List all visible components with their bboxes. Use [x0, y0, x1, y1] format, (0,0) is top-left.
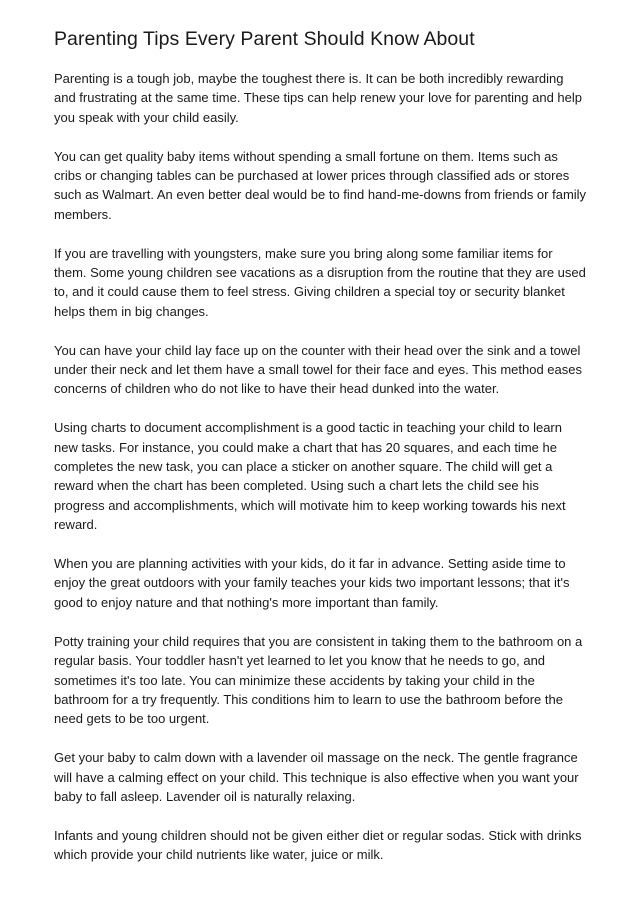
paragraph-charts: Using charts to document accomplishment is a good tactic in teaching your child to learn new tasks. For instance, you could make a chart that has 20 squares, and each time he completes the new task, you can place a sticker on another square. The child will get a reward when the chart has been completed. Using such a chart lets the child see his progress and accomplishments, which will motivate him to keep working towards his next reward. [54, 420, 566, 533]
paragraph-travelling: If you are travelling with youngsters, make sure you bring along some familiar items for them. Some young children see vacations as a disruption from the routine that they are used to, and it could cause them to feel stress. Giving children a special toy or security blanket helps them in big changes. [54, 245, 586, 319]
paragraph-hair-washing: You can have your child lay face up on the counter with their head over the sink and a towel under their neck and let them have a small towel for their face and eyes. This method eases concerns of children who do not like to have their head dunked into the water. [54, 342, 582, 397]
paragraph-intro: Parenting is a tough job, maybe the toughest there is. It can be both incredibly rewarding and frustrating at the same time. These tips can help renew your love for parenting and help you speak with your child easily. [54, 71, 583, 125]
paragraph-baby-items: You can get quality baby items without spending a small fortune on them. Items such as cribs or changing tables can be purchased at lower prices through classified ads or stores such as Walmart. An even better deal would be to find hand-me-downs from friends or family members. [54, 148, 587, 222]
document-page [54, 26, 588, 884]
paragraph-sodas: Infants and young children should not be given either diet or regular sodas. Stick with drinks which provide your child nutrients like water, juice or milk. [54, 827, 582, 863]
paragraph-planning-activities: When you are planning activities with your kids, do it far in advance. Setting aside time to enjoy the great outdoors with your family teaches your kids two important lessons; that it's good to enjoy nature and that nothing's more important than family. [54, 556, 570, 610]
paragraph-potty-training: Potty training your child requires that you are consistent in taking them to the bathroom on a regular basis. Your toddler hasn't yet learned to let you know that he needs to go, and sometimes it's too late. You can minimize these accidents by taking your child in the bathroom for a try frequently. This conditions him to learn to use the bathroom before the need gets to be too urgent. [54, 633, 583, 727]
paragraph-lavender-oil: Get your baby to calm down with a lavender oil massage on the neck. The gentle fragrance will have a calming effect on your child. This technique is also effective when you want your baby to fall asleep. Lavender oil is naturally relaxing. [54, 750, 579, 804]
page-title: Parenting Tips Every Parent Should Know About [54, 28, 475, 50]
